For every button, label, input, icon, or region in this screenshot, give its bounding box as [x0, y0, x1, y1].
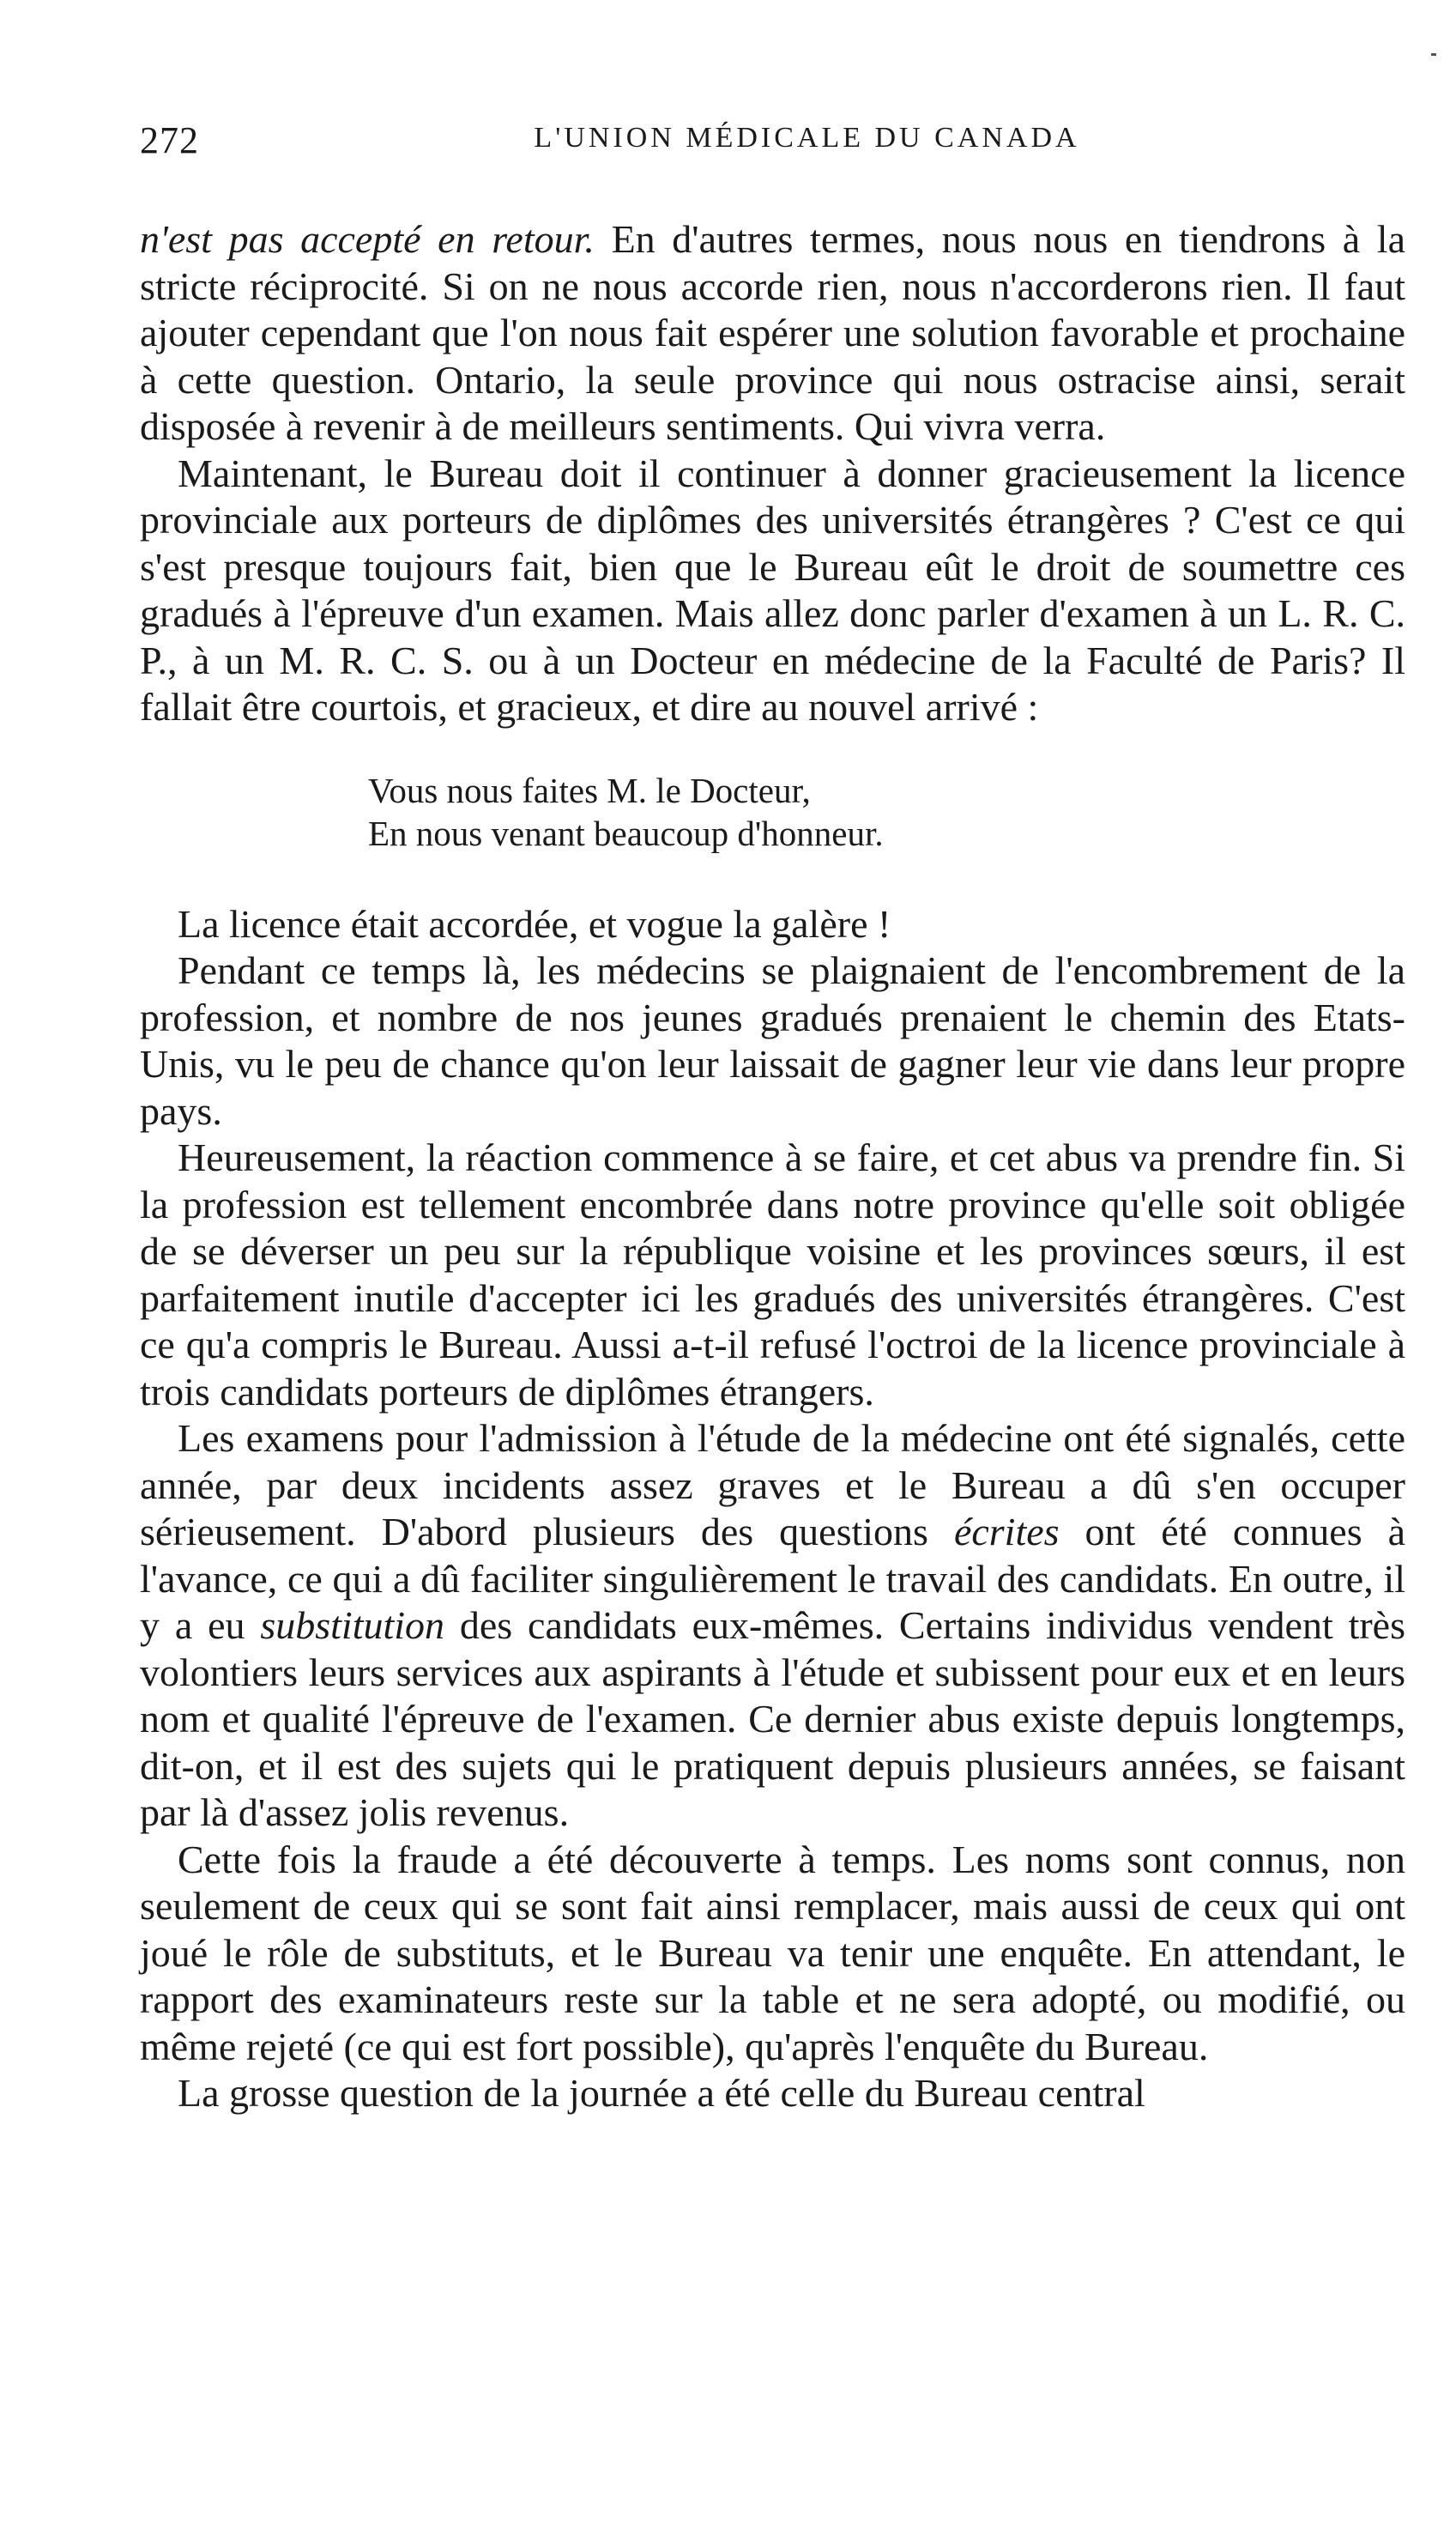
paragraph-7: Cette fois la fraude a été découverte à temps. Les noms sont connus, non seulement de ceux qui se sont fait ainsi remplacer, mais aussi de ceux qui ont joué le rôle de substituts, et le Bureau va tenir une enquête. En attendant, le rapport des examinateurs reste sur la table et ne sera adopté, ou modifié, ou même rejeté (ce qui est fort possible), qu'après l'enquête du Bureau.	[140, 1837, 1405, 2068]
italic-word-ecrites: écrites	[953, 1510, 1060, 1553]
paragraph-6-part-2: ont été connues à l'avance, ce qui a dû faciliter singulièrement le travail des candidats. En outre, il y a eu	[140, 1510, 1405, 1647]
article-body	[140, 216, 1405, 2117]
paragraph-1	[140, 216, 1405, 451]
italic-lead: n'est pas accepté en retour.	[140, 217, 595, 261]
paragraph-2: Maintenant, le Bureau doit il continuer à donner gracieusement la licence provinciale aux porteurs de diplômes des universités étrangères ? C'est ce qui s'est presque toujours fait, bien que le Bureau eût le droit de soumettre ces gradués à l'épreuve d'un examen. Mais allez donc parler d'examen à un L. R. C. P., à un M. R. C. S. ou à un Docteur en médecine de la Faculté de Paris? Il fallait être courtois, et gracieux, et dire au nouvel arrivé :	[140, 451, 1405, 729]
verse-line-2: En nous venant beaucoup d'honneur.	[368, 813, 884, 853]
italic-word-substitution: substitution	[260, 1603, 445, 1647]
paragraph-6-part-1: Les examens pour l'admission à l'étude de la médecine ont été signalés, cette année, par deux incidents assez graves et le Bureau a dû s'en occuper sérieusement. D'abord plusieurs des questions	[140, 1416, 1405, 1553]
running-title: L'UNION MÉDICALE DU CANADA	[534, 122, 1080, 154]
paragraph-8: La grosse question de la journée a été celle du Bureau central	[178, 2071, 1145, 2115]
verse-line-1: Vous nous faites M. le Docteur,	[368, 770, 811, 810]
margin-mark	[1431, 53, 1436, 56]
paragraph-4: Pendant ce temps là, les médecins se plaignaient de l'encombrement de la profession, et nombre de nos jeunes gradués prenaient le chemin des Etats-Unis, vu le peu de chance qu'on leur laissait de gagner leur vie dans leur propre pays.	[140, 948, 1405, 1133]
paragraph-1-text: En d'autres termes, nous nous en tiendrons à la stricte réciprocité. Si on ne nous accorde rien, nous n'accorderons rien. Il faut ajouter cependant que l'on nous fait espérer une solution favorable et prochaine à cette question. Ontario, la seule province qui nous ostracise ainsi, serait disposée à revenir à de meilleurs sentiments. Qui vivra verra.	[140, 217, 1405, 448]
paragraph-6	[140, 1415, 1405, 1837]
paragraph-6-part-3: des candidats eux-mêmes. Certains individus vendent très volontiers leurs services aux aspirants à l'étude et subissent pour eux et en leurs nom et qualité l'épreuve de l'examen. Ce dernier abus existe depuis longtemps, dit-on, et il est des sujets qui le pratiquent depuis plusieurs années, se faisant par là d'assez jolis revenus.	[140, 1603, 1405, 1834]
paragraph-5: Heureusement, la réaction commence à se faire, et cet abus va prendre fin. Si la profession est tellement encombrée dans notre province qu'elle soit obligée de se déverser un peu sur la république voisine et les provinces sœurs, il est parfaitement inutile d'accepter ici les gradués des universités étrangères. C'est ce qu'a compris le Bureau. Aussi a-t-il refusé l'octroi de la licence provinciale à trois candidats porteurs de diplômes étrangers.	[140, 1135, 1405, 1414]
page-header	[140, 118, 1405, 170]
page-number: 272	[140, 119, 199, 161]
verse-quote	[368, 769, 1405, 855]
paragraph-3: La licence était accordée, et vogue la galère !	[178, 901, 891, 946]
